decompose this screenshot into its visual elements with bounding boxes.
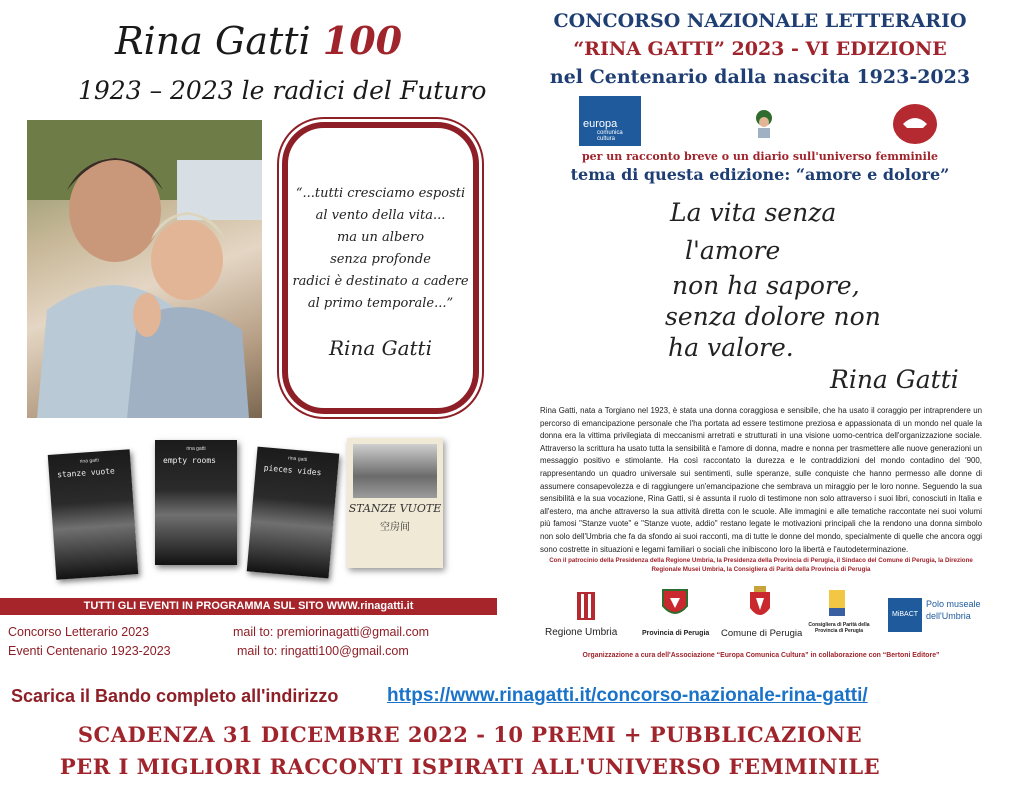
- left-title-name: Rina Gatti: [115, 19, 311, 63]
- rina-gatti-logo: [750, 108, 778, 146]
- partner-label: Comune di Perugia: [721, 628, 803, 639]
- quote-line: radici è destinato a cadere: [292, 274, 469, 289]
- book-cover-empty-rooms: [155, 440, 237, 565]
- rina-gatti-photo: [27, 120, 262, 418]
- biography-text: Rina Gatti, nata a Torgiano nel 1923, è stata una donna coraggiosa e sensibile, che ha usato il coraggio per intraprendere un percorso di emancipazione personale che l'ha portata ad essere testimone preziosa e appassionata di un mondo nel quale la donna era la vittima privilegiata di meccanismi arretrati e strutturati in una visione uomo-centrica dell'organizzazione sociale. Attraverso la scrittura ha usato tutta la sensibilità e l'amore di donna, madre e nonna per trasmettere alle nuove generazioni un messaggio positivo e stimolante. Ha così raccontato la durezza e le contraddizioni del mondo contadino del '900, rappresentando un quadro universale sui sentimenti, sulle speranze, sulle conquiste che hanno permesso alle donne di assumere consapevolezza e di raggiungere un'emancipazione che sembrava un miraggio per le loro nonne. Seguendo la sua sensibilità e la sua vocazione, Rina Gatti, si è assunta il ruolo di testimone non solo attraverso i suoi libri, conosciuti in Italia e all'estero, ma anche attraverso la sua attività diretta con le scuole. Alle immagini e alle tematiche raccontate nei suoi volumi più famosi "Stanze vuote" e "Stanze vuote, addio" restano legate le motivazioni principali che la rendono una donna simbolo non solo dell'Umbria che fa da sfondo ai suoi racconti, ma di tutte le donne del mondo, specialmente di quelle che ancora oggi sono costrette in situazioni e legami familiari o sociali che inibiscono loro la libertà e l'autodeterminazione.: [540, 406, 982, 554]
- handwriting-signature: Rina Gatti: [830, 365, 959, 394]
- book-title: pieces vides: [263, 463, 322, 478]
- book-author: rina gatti: [287, 455, 308, 464]
- handwriting-line: l'amore: [685, 236, 781, 265]
- contest-centenary: nel Centenario dalla nascita 1923-2023: [549, 66, 971, 88]
- contest-title: CONCORSO NAZIONALE LETTERARIO: [553, 10, 967, 32]
- logo-text-small: comunica cultura: [597, 130, 623, 142]
- left-subtitle: 1923 – 2023 le radici del Futuro: [78, 76, 487, 105]
- events-banner: TUTTI GLI EVENTI IN PROGRAMMA SUL SITO WWW.rinagatti.it: [0, 598, 497, 615]
- book-title: stanze vuote: [56, 466, 116, 480]
- book-author: rina gatti: [79, 457, 100, 465]
- left-title: [115, 18, 402, 63]
- comune-perugia-crest-icon: [748, 586, 772, 622]
- patronage-text: Con il patrocinio della Presidenza della Regione Umbria, la Presidenza della Provincia di Perugia, il Sindaco del Comune di Perugia, la Direzione Regionale Musei Umbria, la Consigliera di Parità della Provincia di Perugia: [549, 557, 973, 574]
- deadline-line: PER I MIGLIORI RACCONTI ISPIRATI ALL'UNIVERSO FEMMINILE: [59, 754, 881, 779]
- europa-comunica-cultura-logo: [579, 96, 641, 146]
- book-cover-stanze-vuote: [48, 449, 139, 579]
- photo-illustration: [27, 120, 262, 418]
- book-subtitle: 空房间: [380, 522, 410, 533]
- quote-line: al primo temporale...”: [307, 296, 454, 311]
- handwriting-line: La vita senza: [670, 198, 837, 227]
- regione-umbria-icon: [575, 590, 597, 622]
- partner-label: Polo museale dell'Umbria: [926, 599, 981, 621]
- handwriting-line: senza dolore non: [665, 302, 881, 331]
- book-author: rina gatti: [186, 446, 206, 452]
- book-cover-pieces-vides: [247, 447, 340, 579]
- contact-label: Eventi Centenario 1923-2023: [8, 644, 171, 658]
- mibact-logo: MiBACT: [888, 598, 922, 632]
- partner-label: Consigliera di Parità della Provincia di Perugia: [808, 622, 870, 634]
- rina-gatti-logo-graphic: [750, 108, 778, 146]
- handwriting-line: non ha sapore,: [672, 271, 860, 300]
- bertoni-logo-graphic: [893, 104, 937, 144]
- deadline-line: SCADENZA 31 DICEMBRE 2022 - 10 PREMI + PUBBLICAZIONE: [77, 722, 863, 747]
- contact-email-link[interactable]: mail to: ringatti100@gmail.com: [237, 644, 409, 658]
- book-title: empty rooms: [163, 456, 216, 465]
- book-title: STANZE VUOTE: [348, 502, 442, 515]
- book-cover-image: [353, 444, 437, 498]
- logo-text: europa: [583, 118, 618, 130]
- quote-author: Rina Gatti: [329, 336, 432, 360]
- partner-label: Regione Umbria: [545, 627, 618, 638]
- bertoni-editore-logo: [893, 104, 937, 144]
- book-cover-stanze-vuote-chinese: [347, 438, 443, 568]
- contact-label: Concorso Letterario 2023: [8, 625, 150, 639]
- contest-theme: tema di questa edizione: “amore e dolore”: [570, 165, 950, 184]
- quote-line: al vento della vita...: [315, 208, 446, 223]
- bando-download-link[interactable]: https://www.rinagatti.it/concorso-nazionale-rina-gatti/: [387, 685, 868, 706]
- contest-edition: “RINA GATTI” 2023 - VI EDIZIONE: [573, 38, 947, 60]
- contest-target: per un racconto breve o un diario sull'universo femminile: [581, 150, 939, 163]
- quote-frame: [282, 122, 479, 414]
- contact-email-link[interactable]: mail to: premiorinagatti@gmail.com: [233, 625, 430, 639]
- consigliera-parita-icon: [826, 588, 848, 620]
- partner-label: Provincia di Perugia: [642, 630, 710, 637]
- quote-line: ma un albero: [336, 230, 425, 245]
- left-title-number: 100: [322, 18, 403, 63]
- handwriting-line: ha valore.: [668, 333, 794, 362]
- quote-line: senza profonde: [330, 252, 431, 267]
- organization-note: Organizzazione a cura dell'Associazione “Europa Comunica Cultura” in collaborazione con “Bertoni Editore”: [582, 652, 940, 659]
- quote-line: “...tutti cresciamo esposti: [295, 186, 466, 201]
- provincia-perugia-crest-icon: [660, 586, 690, 622]
- download-prefix: Scarica il Bando completo all'indirizzo: [11, 686, 339, 706]
